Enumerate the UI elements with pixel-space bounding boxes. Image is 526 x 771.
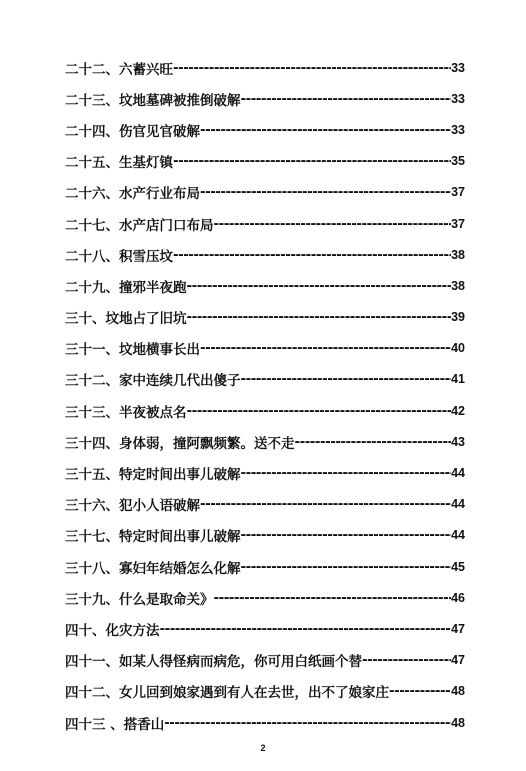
toc-entry-page: 44 <box>451 466 465 481</box>
toc-entry-title: 三十七、特定时间出事儿破解 <box>65 529 241 546</box>
toc-entry-page: 47 <box>451 653 465 668</box>
toc-entry-page: 38 <box>451 247 465 262</box>
toc-entry-title: 三十、坟地占了旧坑 <box>65 311 187 328</box>
toc-entry <box>65 239 465 270</box>
toc-entry-page: 48 <box>451 684 465 699</box>
table-of-contents <box>65 52 465 738</box>
toc-entry-title: 三十九、什么是取命关》 <box>65 591 214 608</box>
toc-dot-leader <box>164 715 451 731</box>
toc-entry <box>65 551 465 582</box>
toc-entry-title: 二十六、水产行业布局 <box>65 186 200 203</box>
toc-dot-leader <box>187 403 452 419</box>
toc-dot-leader <box>295 434 452 450</box>
toc-entry-page: 44 <box>451 497 465 512</box>
toc-entry <box>65 645 465 676</box>
toc-dot-leader <box>362 652 451 668</box>
toc-entry <box>65 208 465 239</box>
toc-dot-leader <box>187 309 452 325</box>
toc-entry <box>65 114 465 145</box>
toc-entry-title: 二十五、生基灯镇 <box>65 155 173 172</box>
toc-entry-title: 四十二、女儿回到娘家遇到有人在去世，出不了娘家庄 <box>65 685 389 702</box>
toc-dot-leader <box>173 247 451 263</box>
toc-entry-title: 二十三、坟地墓碑被推倒破解 <box>65 92 241 109</box>
page-number: 2 <box>260 743 266 753</box>
toc-entry-title: 三十二、家中连续几代出傻子 <box>65 373 241 390</box>
toc-entry-title: 三十四、身体弱，撞阿飘频繁。送不走 <box>65 435 295 452</box>
toc-entry-page: 47 <box>451 621 465 636</box>
toc-entry-page: 37 <box>451 216 465 231</box>
toc-entry <box>65 457 465 488</box>
toc-entry <box>65 177 465 208</box>
toc-entry <box>65 676 465 707</box>
toc-entry-title: 二十二、六蓄兴旺 <box>65 61 173 78</box>
toc-entry <box>65 582 465 613</box>
toc-dot-leader <box>214 590 452 606</box>
toc-entry-title: 四十、化灾方法 <box>65 622 160 639</box>
toc-entry-title: 四十三 、搭香山 <box>65 716 165 733</box>
toc-entry-title: 二十八、积雪压坟 <box>65 248 173 265</box>
toc-entry-title: 二十七、水产店门口布局 <box>65 217 214 234</box>
toc-dot-leader <box>187 278 452 294</box>
toc-dot-leader <box>160 621 452 637</box>
toc-entry-title: 四十一、如某人得怪病而病危，你可用白纸画个替 <box>65 654 362 671</box>
toc-entry-title: 三十五、特定时间出事儿破解 <box>65 467 241 484</box>
toc-entry <box>65 707 465 738</box>
toc-entry-title: 二十九、撞邪半夜跑 <box>65 279 187 296</box>
toc-dot-leader <box>214 216 452 232</box>
toc-entry-page: 33 <box>451 91 465 106</box>
toc-entry-title: 三十一、坟地横事长出 <box>65 342 200 359</box>
toc-entry-page: 43 <box>451 434 465 449</box>
toc-entry-page: 38 <box>451 278 465 293</box>
toc-entry-page: 42 <box>451 403 465 418</box>
toc-dot-leader <box>200 496 451 512</box>
toc-dot-leader <box>173 153 451 169</box>
toc-dot-leader <box>200 184 451 200</box>
toc-entry <box>65 270 465 301</box>
toc-entry-page: 37 <box>451 185 465 200</box>
toc-entry <box>65 520 465 551</box>
toc-dot-leader <box>200 340 451 356</box>
toc-entry <box>65 395 465 426</box>
toc-entry <box>65 426 465 457</box>
toc-dot-leader <box>241 91 452 107</box>
toc-entry-title: 二十四、伤官见官破解 <box>65 123 200 140</box>
toc-entry-page: 39 <box>451 310 465 325</box>
toc-entry-page: 40 <box>451 341 465 356</box>
toc-entry-page: 46 <box>451 590 465 605</box>
toc-dot-leader <box>241 465 452 481</box>
toc-entry <box>65 302 465 333</box>
toc-entry <box>65 52 465 83</box>
toc-entry-page: 33 <box>451 122 465 137</box>
toc-dot-leader <box>389 683 451 699</box>
toc-entry-page: 48 <box>451 715 465 730</box>
toc-entry <box>65 333 465 364</box>
toc-entry <box>65 489 465 520</box>
toc-entry <box>65 613 465 644</box>
toc-entry-page: 33 <box>451 60 465 75</box>
toc-dot-leader <box>200 122 451 138</box>
toc-dot-leader <box>241 559 452 575</box>
toc-entry <box>65 83 465 114</box>
toc-entry-page: 41 <box>451 372 465 387</box>
toc-entry <box>65 364 465 395</box>
toc-entry-title: 三十八、寡妇年结婚怎么化解 <box>65 560 241 577</box>
toc-entry <box>65 146 465 177</box>
toc-entry-title: 三十三、半夜被点名 <box>65 404 187 421</box>
toc-entry-title: 三十六、犯小人语破解 <box>65 498 200 515</box>
toc-dot-leader <box>173 60 451 76</box>
toc-dot-leader <box>241 527 452 543</box>
toc-entry-page: 45 <box>451 559 465 574</box>
toc-entry-page: 44 <box>451 528 465 543</box>
toc-entry-page: 35 <box>451 154 465 169</box>
toc-dot-leader <box>241 371 452 387</box>
